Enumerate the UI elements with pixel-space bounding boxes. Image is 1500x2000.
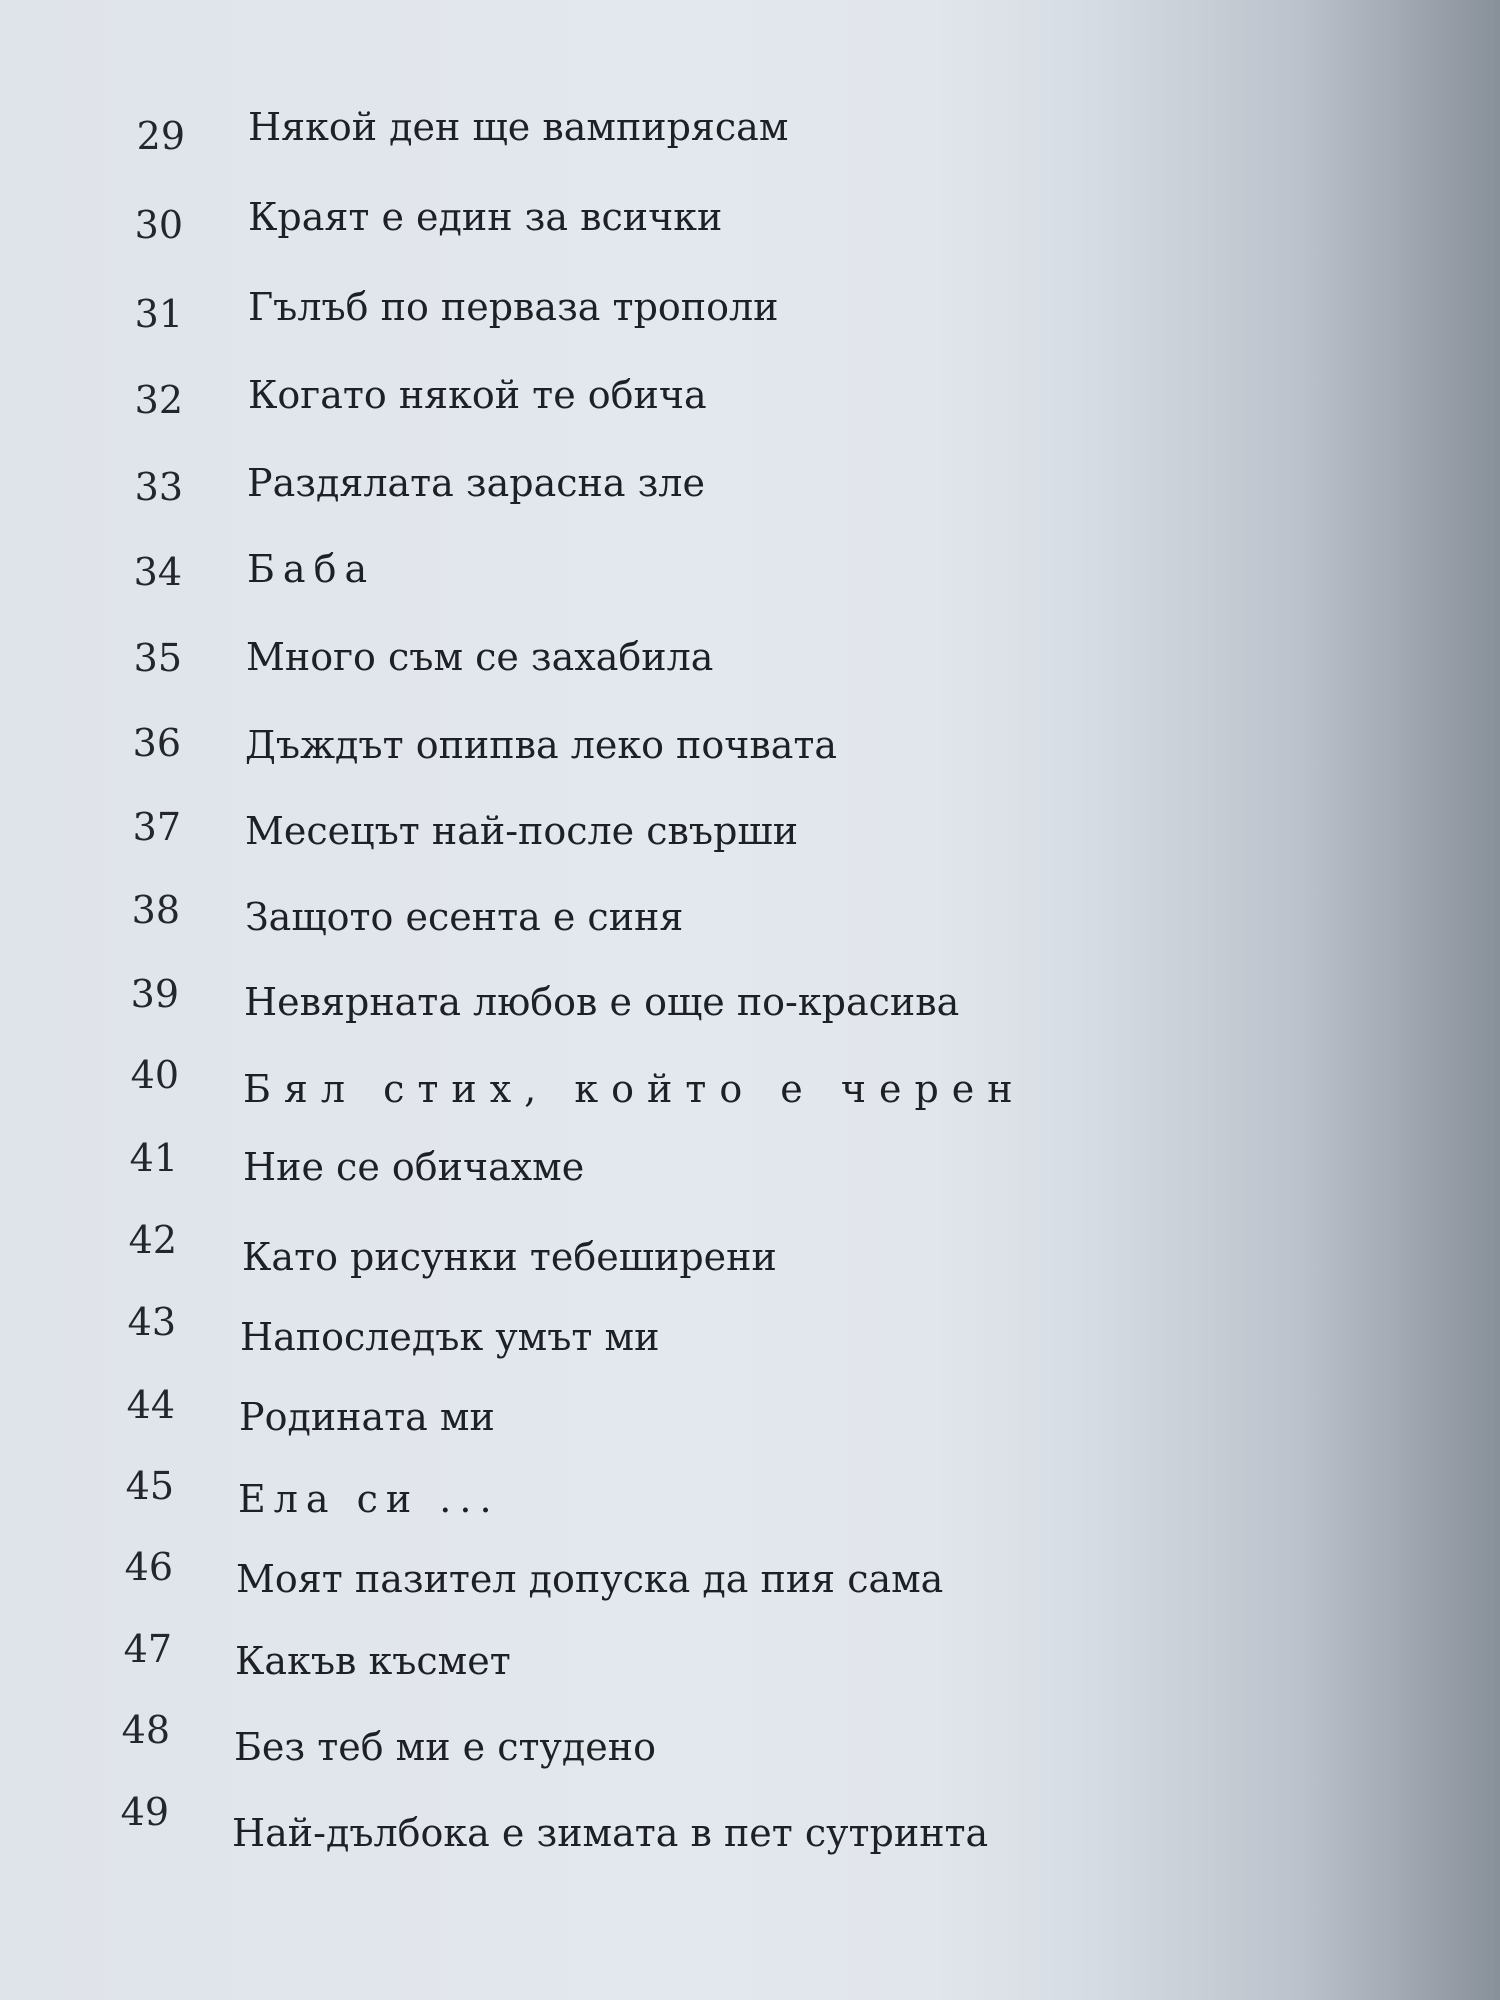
poem-title: Като рисунки тебеширени: [242, 1235, 777, 1279]
poem-title: Бял стих, който е черен: [243, 1067, 1026, 1111]
poem-title: Невярната любов е още по-красива: [244, 980, 960, 1024]
page-number: 46: [124, 1545, 173, 1589]
poem-title: Защото есента е синя: [245, 895, 684, 939]
page-number: 37: [132, 805, 181, 849]
page-number: 48: [121, 1708, 170, 1752]
page-number: 29: [136, 114, 185, 158]
poem-title: Моят пазител допуска да пия сама: [236, 1557, 944, 1601]
poem-title: Когато някой те обича: [248, 373, 707, 417]
page-number: 34: [133, 550, 182, 594]
page-number: 40: [130, 1053, 179, 1097]
poem-title: Много съм се захабила: [246, 635, 714, 679]
poem-title: Месецът най-после свърши: [245, 809, 799, 853]
page-number: 45: [125, 1464, 174, 1508]
poem-title: Ела си ...: [238, 1477, 500, 1521]
page-number: 32: [134, 378, 183, 422]
poem-title: Дъждът опипва леко почвата: [245, 723, 838, 767]
page-number: 43: [127, 1300, 176, 1344]
page-number: 33: [134, 465, 183, 509]
poem-title: Гълъб по перваза трополи: [248, 285, 779, 329]
poem-title: Родината ми: [239, 1395, 495, 1439]
page-number: 35: [133, 636, 182, 680]
poem-title: Някой ден ще вампирясам: [248, 105, 789, 149]
page-number: 31: [134, 292, 183, 336]
poem-title: Краят е един за всички: [248, 195, 723, 239]
poem-title: Без теб ми е студено: [234, 1725, 656, 1769]
poem-title: Баба: [247, 547, 376, 591]
poem-title: Раздялата зарасна зле: [247, 461, 705, 505]
poem-title: Какъв късмет: [235, 1639, 511, 1683]
page-number: 36: [132, 721, 181, 765]
page-edge-shadow: [1310, 0, 1500, 2000]
poem-title: Напоследък умът ми: [240, 1315, 660, 1359]
page-number: 44: [126, 1383, 175, 1427]
page-number: 30: [134, 203, 183, 247]
page-number: 38: [131, 888, 180, 932]
page-number: 47: [123, 1627, 172, 1671]
page-number: 42: [128, 1218, 177, 1262]
poem-title: Най-дълбока е зимата в пет сутринта: [232, 1811, 989, 1855]
page-number: 41: [129, 1136, 178, 1180]
page-number: 39: [130, 972, 179, 1016]
poem-title: Ние се обичахме: [243, 1145, 585, 1189]
page-number: 49: [120, 1790, 169, 1834]
